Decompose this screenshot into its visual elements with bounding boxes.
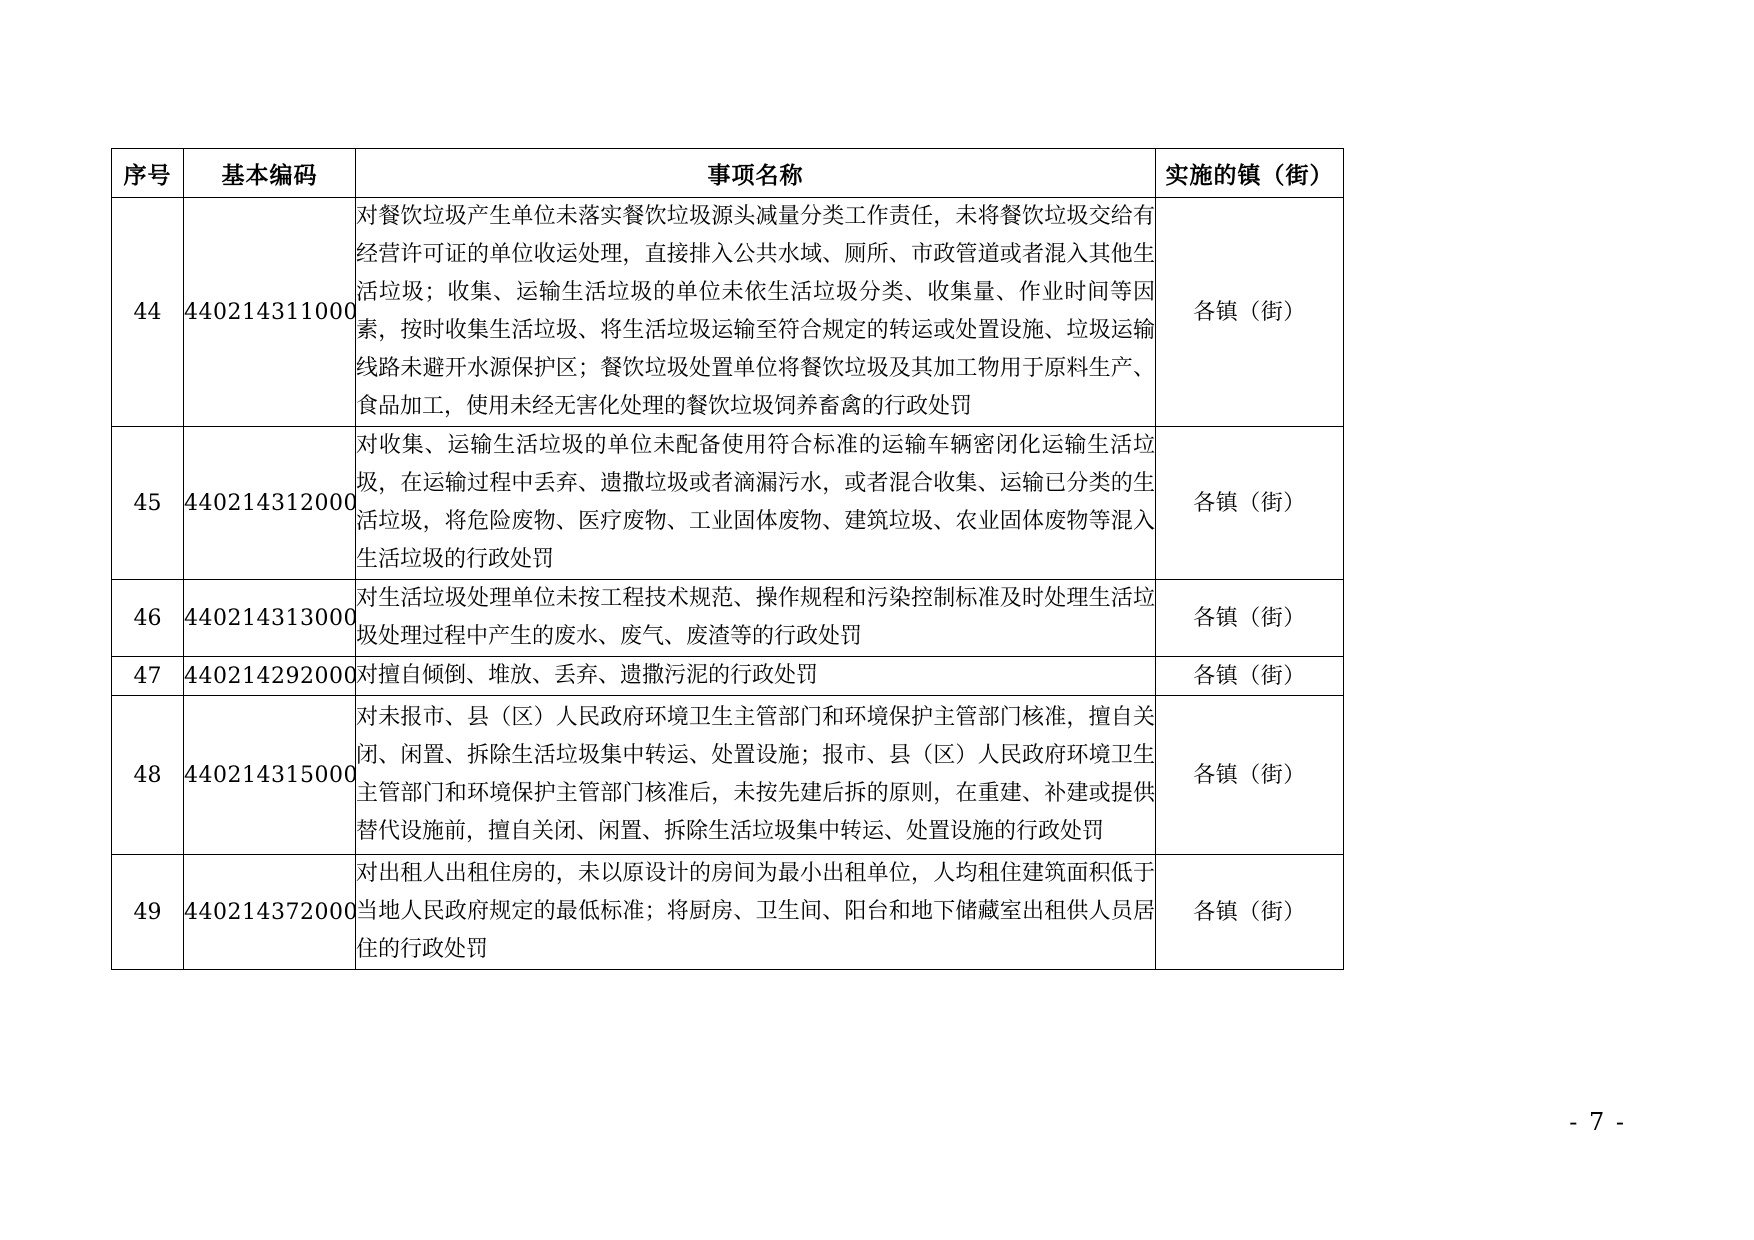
cell-basic-code: 440214315000 xyxy=(184,696,356,855)
cell-item-name xyxy=(356,657,1156,696)
cell-item-name xyxy=(356,580,1156,657)
item-name-text: 对餐饮垃圾产生单位未落实餐饮垃圾源头减量分类工作责任，未将餐饮垃圾交给有经营许可证的单位收运处理，直接排入公共水域、厕所、市政管道或者混入其他生活垃圾；收集、运输生活垃圾的单位未依生活垃圾分类、收集量、作业时间等因素，按时收集生活垃圾、将生活垃圾运输至符合规定的转运或处置设施、垃圾运输线路未避开水源保护区；餐饮垃圾处置单位将餐饮垃圾及其加工物用于原料生产、食品加工，使用未经无害化处理的餐饮垃圾饲养畜禽的行政处罚 xyxy=(356,204,1155,419)
cell-implementing-town: 各镇（街） xyxy=(1156,657,1344,696)
column-header-item-name: 事项名称 xyxy=(356,149,1156,198)
item-name-text: 对生活垃圾处理单位未按工程技术规范、操作规程和污染控制标准及时处理生活垃圾处理过程中产生的废水、废气、废渣等的行政处罚 xyxy=(356,586,1155,649)
cell-item-name xyxy=(356,198,1156,427)
column-header-sequence: 序号 xyxy=(112,149,184,198)
page-number: - 7 - xyxy=(1569,1108,1626,1136)
cell-basic-code: 440214372000 xyxy=(184,855,356,970)
cell-implementing-town: 各镇（街） xyxy=(1156,855,1344,970)
cell-basic-code: 440214311000 xyxy=(184,198,356,427)
table-row xyxy=(112,657,1344,696)
administrative-penalty-table xyxy=(111,148,1344,970)
item-name-text: 对擅自倾倒、堆放、丢弃、遗撒污泥的行政处罚 xyxy=(356,663,819,688)
column-header-implementing-town: 实施的镇（街） xyxy=(1156,149,1344,198)
cell-basic-code: 440214313000 xyxy=(184,580,356,657)
cell-item-name xyxy=(356,855,1156,970)
cell-implementing-town: 各镇（街） xyxy=(1156,198,1344,427)
item-name-text: 对出租人出租住房的，未以原设计的房间为最小出租单位，人均租住建筑面积低于当地人民政府规定的最低标准；将厨房、卫生间、阳台和地下储藏室出租供人员居住的行政处罚 xyxy=(356,861,1155,962)
administrative-penalty-table-container xyxy=(111,148,1343,970)
cell-item-name xyxy=(356,696,1156,855)
cell-implementing-town: 各镇（街） xyxy=(1156,580,1344,657)
column-header-basic-code: 基本编码 xyxy=(184,149,356,198)
cell-implementing-town: 各镇（街） xyxy=(1156,427,1344,580)
item-name-text: 对未报市、县（区）人民政府环境卫生主管部门和环境保护主管部门核准，擅自关闭、闲置、拆除生活垃圾集中转运、处置设施；报市、县（区）人民政府环境卫生主管部门和环境保护主管部门核准后，未按先建后拆的原则，在重建、补建或提供替代设施前，擅自关闭、闲置、拆除生活垃圾集中转运、处置设施的行政处罚 xyxy=(356,705,1155,844)
table-row xyxy=(112,580,1344,657)
table-row xyxy=(112,855,1344,970)
item-name-text: 对收集、运输生活垃圾的单位未配备使用符合标准的运输车辆密闭化运输生活垃圾，在运输过程中丢弃、遗撒垃圾或者滴漏污水，或者混合收集、运输已分类的生活垃圾，将危险废物、医疗废物、工业固体废物、建筑垃圾、农业固体废物等混入生活垃圾的行政处罚 xyxy=(356,433,1155,572)
cell-sequence: 45 xyxy=(112,427,184,580)
cell-sequence: 48 xyxy=(112,696,184,855)
cell-sequence: 44 xyxy=(112,198,184,427)
cell-basic-code: 440214312000 xyxy=(184,427,356,580)
table-row xyxy=(112,198,1344,427)
table-row xyxy=(112,696,1344,855)
cell-implementing-town: 各镇（街） xyxy=(1156,696,1344,855)
table-row xyxy=(112,427,1344,580)
cell-sequence: 49 xyxy=(112,855,184,970)
table-header-row xyxy=(112,149,1344,198)
table-body xyxy=(112,198,1344,970)
cell-item-name xyxy=(356,427,1156,580)
cell-basic-code: 440214292000 xyxy=(184,657,356,696)
cell-sequence: 47 xyxy=(112,657,184,696)
table-header xyxy=(112,149,1344,198)
cell-sequence: 46 xyxy=(112,580,184,657)
